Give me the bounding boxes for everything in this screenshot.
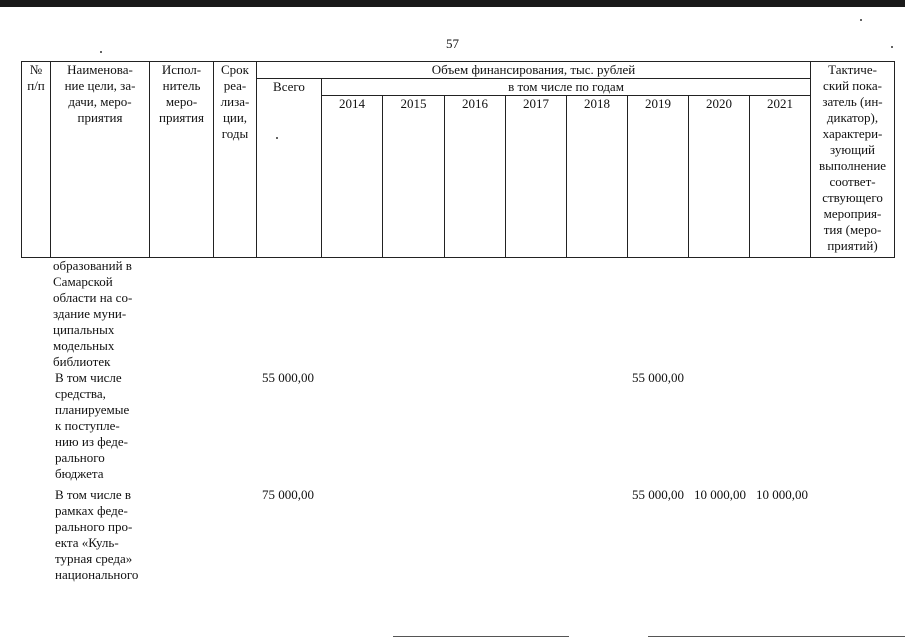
header-year: 2016	[445, 96, 506, 258]
scan-speck	[100, 51, 102, 53]
header-year: 2020	[689, 96, 750, 258]
header-indicator: Тактиче- ский пока- затель (ин- дикатор), характери- зующий выполнение соответ- ствующего мероприя- тия (меро- приятий)	[811, 62, 895, 258]
scan-top-border	[0, 0, 905, 7]
row-2019-value: 55 000,00	[632, 487, 684, 502]
row-2020-value: 10 000,00	[694, 487, 746, 502]
scan-edge-line	[393, 636, 569, 637]
scan-speck	[891, 46, 893, 48]
header-total: Всего	[257, 79, 322, 258]
header-name: Наименова- ние цели, за- дачи, меро- приятия	[51, 62, 150, 258]
header-by-years: в том числе по годам	[322, 79, 811, 96]
page-number: 57	[446, 36, 459, 51]
row-total-value: 75 000,00	[262, 487, 314, 502]
header-year: 2018	[567, 96, 628, 258]
header-year: 2017	[506, 96, 567, 258]
row-name: образований в Самарской области на со- здание муни- ципальных модельных библиотек	[53, 258, 133, 369]
header-year: 2015	[383, 96, 445, 258]
row-name: В том числе в рамках феде- рального про- екта «Куль- турная среда» национального	[55, 487, 139, 582]
scan-speck	[276, 137, 278, 139]
financing-table-header	[21, 61, 895, 258]
row-total-value: 55 000,00	[262, 370, 314, 385]
header-number: № п/п	[22, 62, 51, 258]
row-2019-value: 55 000,00	[632, 370, 684, 385]
header-year: 2019	[628, 96, 689, 258]
scan-speck	[860, 19, 862, 21]
header-term: Срок реа- лиза- ции, годы	[214, 62, 257, 258]
scan-edge-line	[648, 636, 905, 637]
header-year: 2021	[750, 96, 811, 258]
row-name: В том числе средства, планируемые к поступле- нию из феде- рального бюджета	[55, 370, 130, 481]
header-executor: Испол- нитель меро- приятия	[150, 62, 214, 258]
header-financing-title: Объем финансирования, тыс. рублей	[257, 62, 811, 79]
row-2021-value: 10 000,00	[756, 487, 808, 502]
header-year: 2014	[322, 96, 383, 258]
